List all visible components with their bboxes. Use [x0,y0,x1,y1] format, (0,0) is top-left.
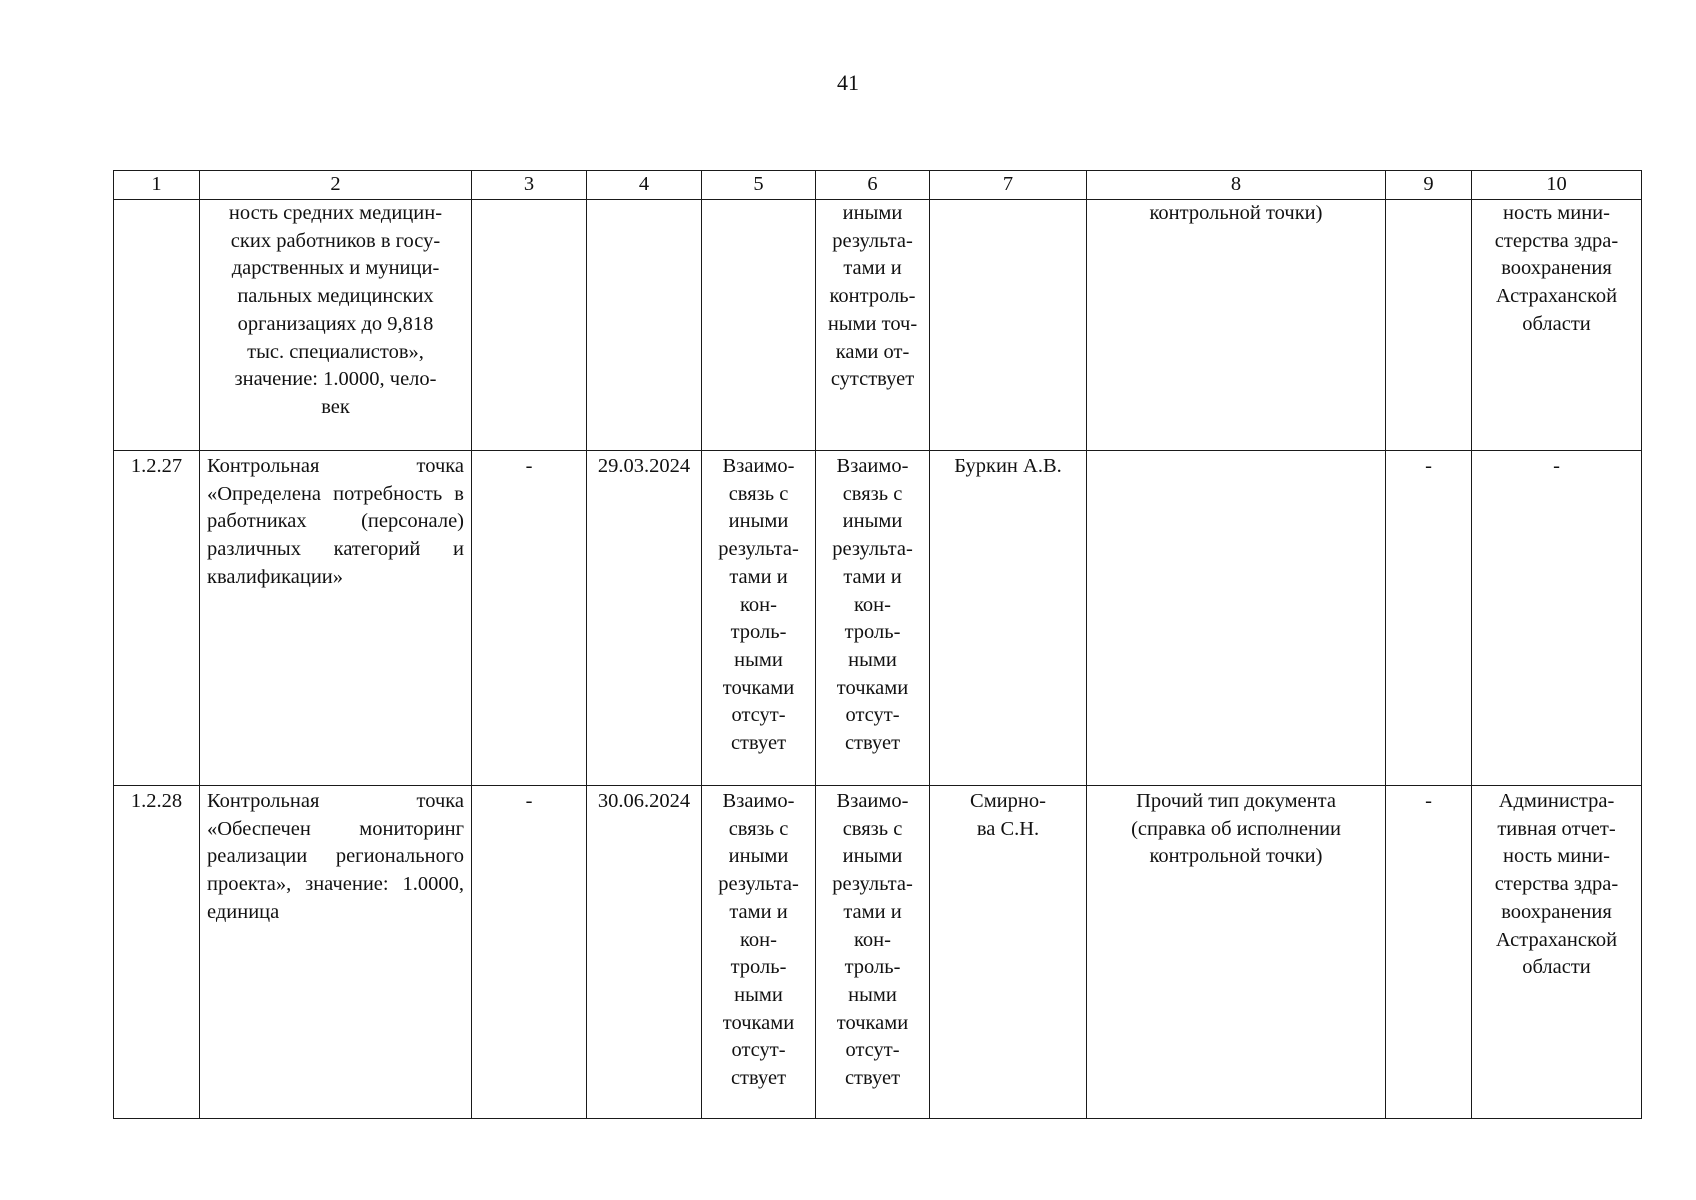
header-cell: 2 [200,171,472,200]
cell-description: ность средних медицин- ских работников в госу- дарственных и муници- пальных медицинских организациях до 9,818 тыс. специалистов», значение: 1.0000, чело- век [200,200,472,451]
header-cell: 1 [114,171,200,200]
table-row-continuation [114,200,1642,451]
cell-responsible: Буркин А.В. [930,451,1087,786]
header-cell: 6 [816,171,930,200]
header-cell: 10 [1472,171,1642,200]
header-row [114,171,1642,200]
cell-col3: - [472,451,587,786]
cell-col9: - [1386,786,1472,1119]
cell-source: - [1472,451,1642,786]
cell-col6: иными результа- тами и контроль- ными точ- ками от- сутствует [816,200,930,451]
cell-date: 29.03.2024 [587,451,702,786]
cell-col6: Взаимо- связь с иными результа- тами и кон- троль- ными точками отсут- ствует [816,786,930,1119]
cell-document: контрольной точки) [1087,200,1386,451]
header-cell: 5 [702,171,816,200]
cell-col5: Взаимо- связь с иными результа- тами и кон- троль- ными точками отсут- ствует [702,451,816,786]
cell-col5 [702,200,816,451]
cell-col5: Взаимо- связь с иными результа- тами и кон- троль- ными точками отсут- ствует [702,786,816,1119]
header-cell: 9 [1386,171,1472,200]
table-row [114,786,1642,1119]
cell-col9 [1386,200,1472,451]
header-cell: 8 [1087,171,1386,200]
header-cell: 7 [930,171,1087,200]
cell-date: 30.06.2024 [587,786,702,1119]
cell-number: 1.2.28 [114,786,200,1119]
cell-number [114,200,200,451]
cell-responsible: Смирно- ва С.Н. [930,786,1087,1119]
cell-col3 [472,200,587,451]
cell-col9: - [1386,451,1472,786]
header-cell: 4 [587,171,702,200]
cell-col3: - [472,786,587,1119]
cell-responsible [930,200,1087,451]
page-number: 41 [837,70,859,95]
cell-description: Контрольная точка «Обеспечен мониторинг реализации регионального проекта», значение: 1.0000, единица [200,786,472,1119]
control-points-table [113,170,1642,1119]
cell-document: Прочий тип документа (справка об исполнении контрольной точки) [1087,786,1386,1119]
cell-source: Администра- тивная отчет- ность мини- стерства здра- воохранения Астраханской области [1472,786,1642,1119]
cell-description: Контрольная точка «Определена потребность в работниках (персонале) различных категорий и квалификации» [200,451,472,786]
cell-col6: Взаимо- связь с иными результа- тами и кон- троль- ными точками отсут- ствует [816,451,930,786]
cell-date [587,200,702,451]
cell-document [1087,451,1386,786]
cell-source: ность мини- стерства здра- воохранения Астраханской области [1472,200,1642,451]
header-cell: 3 [472,171,587,200]
cell-number: 1.2.27 [114,451,200,786]
table-row [114,451,1642,786]
